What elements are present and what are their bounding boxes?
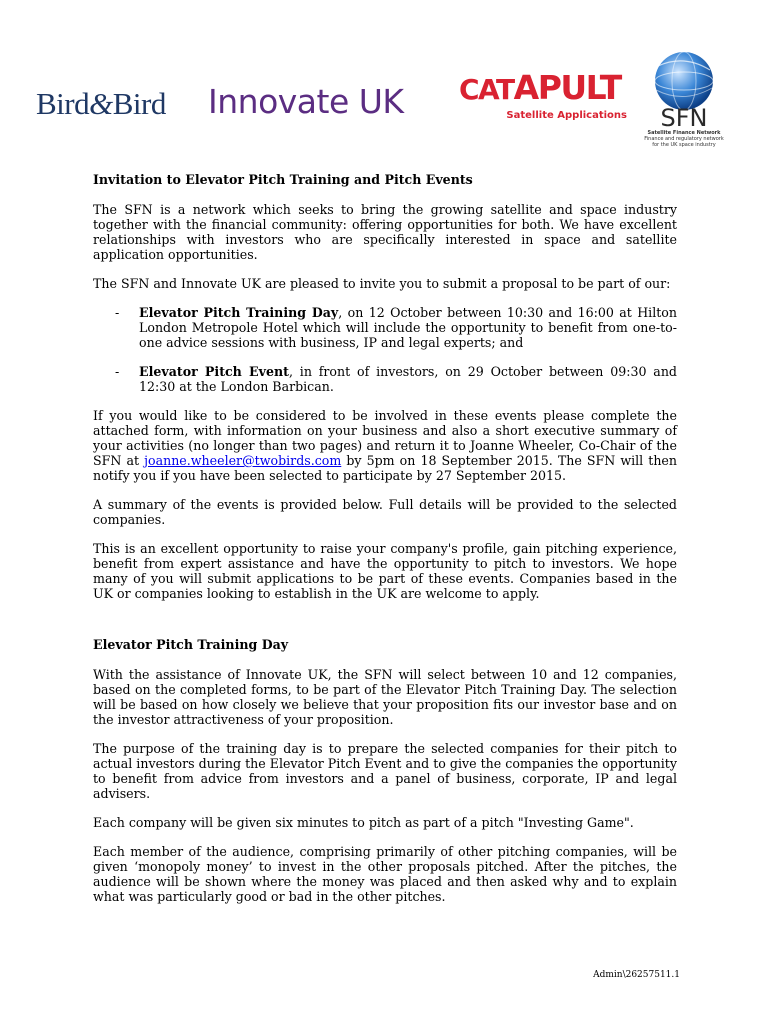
- list-item: [93, 364, 677, 394]
- email-link[interactable]: joanne.wheeler@twobirds.com: [144, 453, 342, 468]
- bird-and-bird-amp: &: [89, 86, 113, 121]
- application-paragraph: [93, 408, 677, 483]
- innovate-uk-logo: Innovate UK: [208, 82, 404, 121]
- list-item: [93, 305, 677, 350]
- bird-and-bird-logo: [36, 86, 166, 122]
- document-reference: Admin\26257511.1: [593, 970, 680, 980]
- event-name: Elevator Pitch Event: [139, 364, 289, 379]
- intro-paragraph: The SFN is a network which seeks to bring the growing satellite and space industry together with the financial community: offering opportunities for both. We have excellent relationships with investors who are specifically interested in space and satellite application opportunities.: [93, 202, 677, 262]
- logo-bar: [0, 0, 770, 165]
- section-heading: Elevator Pitch Training Day: [93, 637, 289, 652]
- selection-paragraph: With the assistance of Innovate UK, the SFN will select between 10 and 12 companies, based on the completed forms, to be part of the Elevator Pitch Training Day. The selection will be based on how closely we believe that your proposition fits our investor base and on the investor attractiveness of your proposition.: [93, 667, 677, 727]
- sfn-globe-icon: [644, 50, 724, 112]
- catapult-word-cat: CAT: [459, 73, 514, 106]
- page-title: Invitation to Elevator Pitch Training and Pitch Events: [93, 172, 473, 187]
- audience-paragraph: Each member of the audience, comprising primarily of other pitching companies, will be given ‘monopoly money’ to invest in the other proposals pitched. After the pitches, the audience will be shown where the money was placed and then asked why and to explain what was particularly good or bad in the other pitches.: [93, 844, 677, 904]
- bird-and-bird-left: Bird: [36, 86, 90, 121]
- catapult-wordmark: [459, 70, 639, 108]
- sfn-tagline: Finance and regulatory network for the UK space industry: [644, 136, 724, 148]
- catapult-logo: [459, 70, 639, 130]
- spacer: [93, 615, 677, 637]
- sfn-logo: [644, 50, 724, 150]
- invitation-paragraph: The SFN and Innovate UK are pleased to invite you to submit a proposal to be part of our:: [93, 276, 671, 291]
- letter-body: [93, 172, 677, 918]
- summary-paragraph: A summary of the events is provided below. Full details will be provided to the selected companies.: [93, 497, 677, 527]
- bird-and-bird-right: Bird: [112, 86, 166, 121]
- sfn-subtitle: Satellite Finance Network: [647, 130, 721, 136]
- application-text-before: If you would like to be considered to be involved in these events please complete the attached form, with information on your business and also a short executive summary of your activities (no longer than two pages) and return it to Joanne Wheeler, Co-Chair of the SFN at: [93, 408, 677, 468]
- opportunity-paragraph: This is an excellent opportunity to raise your company's profile, gain pitching experience, benefit from expert assistance and have the opportunity to pitch to investors. We hope many of you will submit applications to be part of these events. Companies based in the UK or companies looking to establish in the UK are welcome to apply.: [93, 541, 677, 601]
- event-list: [93, 305, 677, 394]
- catapult-word-apult: APULT: [513, 68, 621, 107]
- purpose-paragraph: The purpose of the training day is to prepare the selected companies for their pitch to actual investors during the Elevator Pitch Event and to give the companies the opportunity to benefit from advice from investors and a panel of business, corporate, IP and legal advisers.: [93, 741, 677, 801]
- list-dash: -: [115, 305, 120, 320]
- event-details: , on 12 October between 10:30 and 16:00 at Hilton London Metropole Hotel which will include the opportunity to benefit from one-to-one advice sessions with business, IP and legal experts; and: [139, 305, 677, 350]
- list-dash: -: [115, 364, 120, 379]
- event-details: , in front of investors, on 29 October between 09:30 and 12:30 at the London Barbican.: [139, 364, 677, 394]
- event-name: Elevator Pitch Training Day: [139, 305, 339, 320]
- pitch-time-paragraph: Each company will be given six minutes to pitch as part of a pitch "Investing Game".: [93, 815, 634, 830]
- catapult-tagline: Satellite Applications: [506, 110, 627, 121]
- sfn-wordmark: SFN: [660, 104, 708, 132]
- application-text-after: by 5pm on 18 September 2015. The SFN will then notify you if you have been selected to participate by 27 September 2015.: [93, 453, 677, 483]
